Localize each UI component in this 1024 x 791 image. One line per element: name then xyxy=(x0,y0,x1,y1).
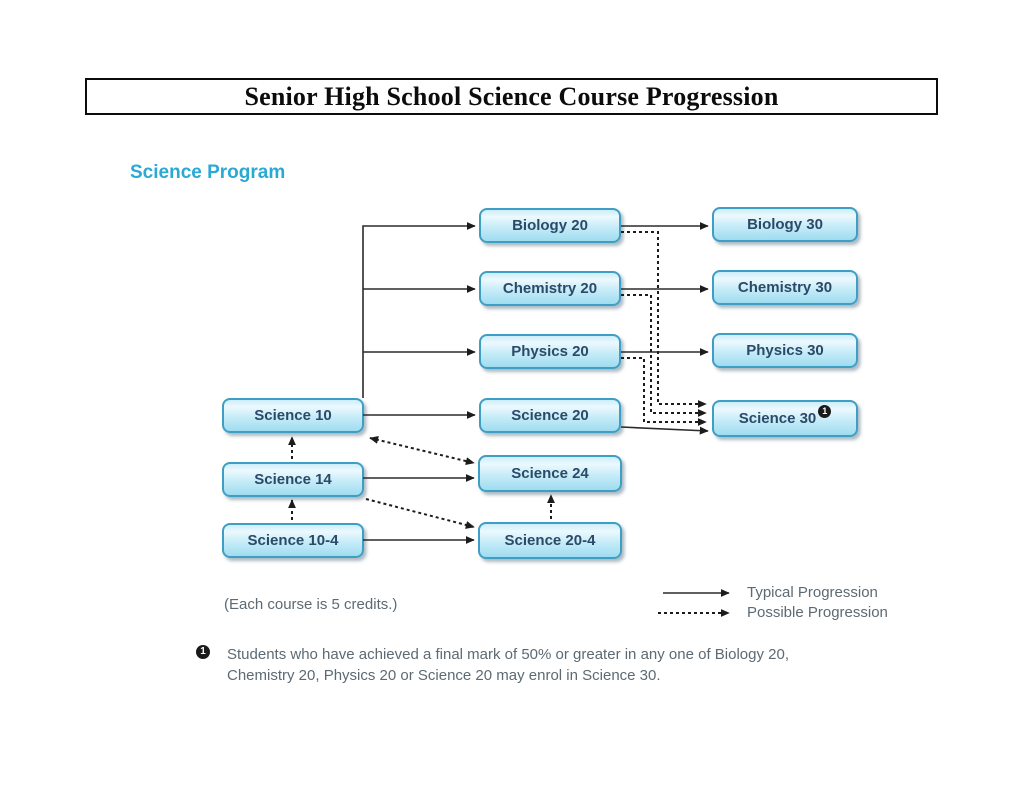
course-label: Science 30 xyxy=(738,410,817,427)
legend-typical-label: Typical Progression xyxy=(747,584,878,601)
footnote-text: Students who have achieved a final mark of 50% or greater in any one of Biology 20, Chemistry 20, Physics 20 or Science 20 may enrol in Science 30. xyxy=(227,646,790,684)
footnote xyxy=(196,644,827,686)
course-label: Science 20-4 xyxy=(504,532,596,549)
course-label: Physics 30 xyxy=(746,342,824,359)
course-label: Chemistry 20 xyxy=(502,280,598,297)
course-label: Science 10 xyxy=(254,407,332,424)
legend-possible-label: Possible Progression xyxy=(747,604,888,621)
course-label: Chemistry 30 xyxy=(737,279,833,296)
course-box-science-30 xyxy=(712,400,858,437)
page-title: Senior High School Science Course Progression xyxy=(85,78,938,115)
course-box-biology-30 xyxy=(712,207,858,242)
edge-science14-to-science20-4 xyxy=(366,499,474,527)
edge-chemistry20-to-science30 xyxy=(621,295,706,413)
course-box-science-10 xyxy=(222,398,364,433)
course-label: Science 14 xyxy=(254,471,332,488)
course-label: Science 10-4 xyxy=(247,532,339,549)
course-box-science-10-4 xyxy=(222,523,364,558)
edge-science10-science24-bidirectional xyxy=(370,438,474,463)
course-box-science-14 xyxy=(222,462,364,497)
footnote-marker-icon: 1 xyxy=(818,405,831,418)
course-box-science-20 xyxy=(479,398,621,433)
course-box-physics-30 xyxy=(712,333,858,368)
credits-note: (Each course is 5 credits.) xyxy=(224,596,398,613)
course-label: Biology 30 xyxy=(747,216,823,233)
footnote-marker-icon: 1 xyxy=(196,645,210,659)
course-box-science-24 xyxy=(478,455,622,492)
edge-science20-to-science30 xyxy=(621,427,708,431)
course-label: Science 24 xyxy=(511,465,589,482)
course-label: Science 20 xyxy=(511,407,589,424)
course-box-chemistry-20 xyxy=(479,271,621,306)
edge-science10-to-biology20 xyxy=(363,226,475,398)
course-box-biology-20 xyxy=(479,208,621,243)
course-box-science-20-4 xyxy=(478,522,622,559)
course-label: Physics 20 xyxy=(511,343,589,360)
edge-biology20-to-science30 xyxy=(621,232,706,404)
course-box-chemistry-30 xyxy=(712,270,858,305)
program-heading: Science Program xyxy=(130,162,286,183)
course-box-physics-20 xyxy=(479,334,621,369)
edge-physics20-to-science30 xyxy=(621,358,706,422)
course-label: Biology 20 xyxy=(512,217,588,234)
